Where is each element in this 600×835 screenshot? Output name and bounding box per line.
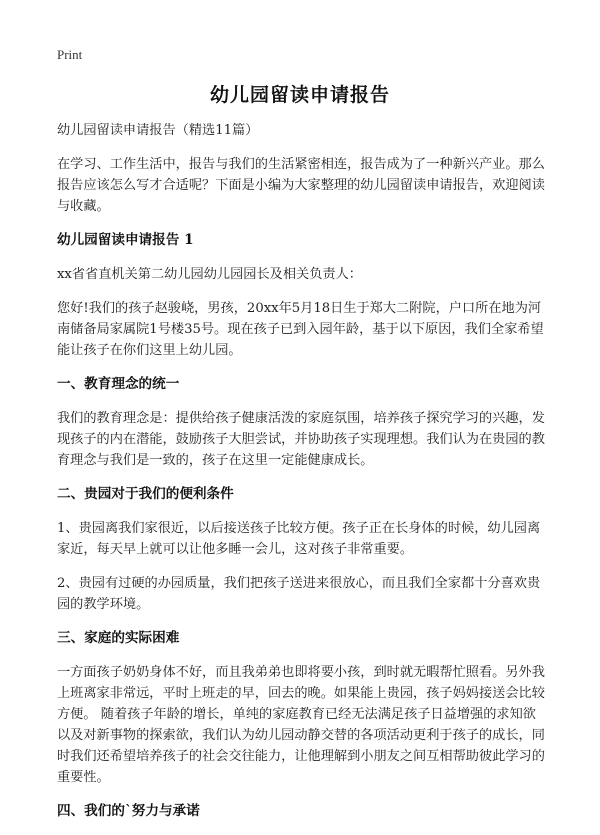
- salutation: xx省省直机关第二幼儿园幼儿园园长及相关负责人：: [57, 267, 362, 282]
- section-heading-4: 四、我们的`努力与承诺: [57, 803, 200, 819]
- article-body: [57, 120, 547, 835]
- article-heading: 幼儿园留读申请报告 1: [57, 232, 194, 248]
- article-subtitle: 幼儿园留读申请报告（精选11篇）: [57, 123, 259, 138]
- section-heading-1: 一、教育理念的统一: [57, 376, 180, 392]
- print-link[interactable]: Print: [57, 47, 83, 62]
- opening-paragraph: 您好!我们的孩子赵骏峣，男孩，20xx年5月18日生于郑大二附院，户口所在地为河南储备局家属院1号楼35号。现在孩子已到入园年龄，基于以下原因，我们全家希望能让孩子在你们这里上幼儿园。: [57, 301, 544, 358]
- intro-paragraph: 在学习、工作生活中，报告与我们的生活紧密相连，报告成为了一种新兴产业。那么报告应该怎么写才合适呢？下面是小编为大家整理的幼儿园留读申请报告，欢迎阅读与收藏。: [57, 157, 545, 214]
- section-3-paragraph-1: 一方面孩子奶奶身体不好，而且我弟弟也即将要小孩，到时就无暇帮忙照看。另外我上班离家非常远，平时上班走的早，回去的晚。如果能上贵园，孩子妈妈接送会比较方便。 随着孩子年龄的增长，单纯的家庭教育已经无法满足孩子日益增强的求知欲以及对新事物的探索欲，我们认为幼儿园动静交替的各项活动更利于孩子的成长，同时我们还希望培养孩子的社会交往能力，让他理解到小朋友之间互相帮助彼此学习的重要性。: [57, 665, 545, 785]
- section-2-paragraph-1: 1、贵园离我们家很近，以后接送孩子比较方便。孩子正在长身体的时候，幼儿园离家近，每天早上就可以让他多睡一会儿，这对孩子非常重要。: [57, 521, 541, 557]
- section-2-paragraph-2: 2、贵园有过硬的办园质量，我们把孩子送进来很放心，而且我们全家都十分喜欢贵园的教学环境。: [57, 576, 541, 612]
- section-heading-3: 三、家庭的实际困难: [57, 630, 180, 646]
- section-1-paragraph-1: 我们的教育理念是：提供给孩子健康活泼的家庭氛围，培养孩子探究学习的兴趣，发现孩子的内在潜能，鼓励孩子大胆尝试，并协助孩子实现理想。我们认为在贵园的教育理念与我们是一致的，孩子在这里一定能健康成长。: [57, 411, 545, 468]
- section-heading-2: 二、贵园对于我们的便利条件: [57, 486, 234, 502]
- page-title: 幼儿园留读申请报告: [209, 84, 390, 106]
